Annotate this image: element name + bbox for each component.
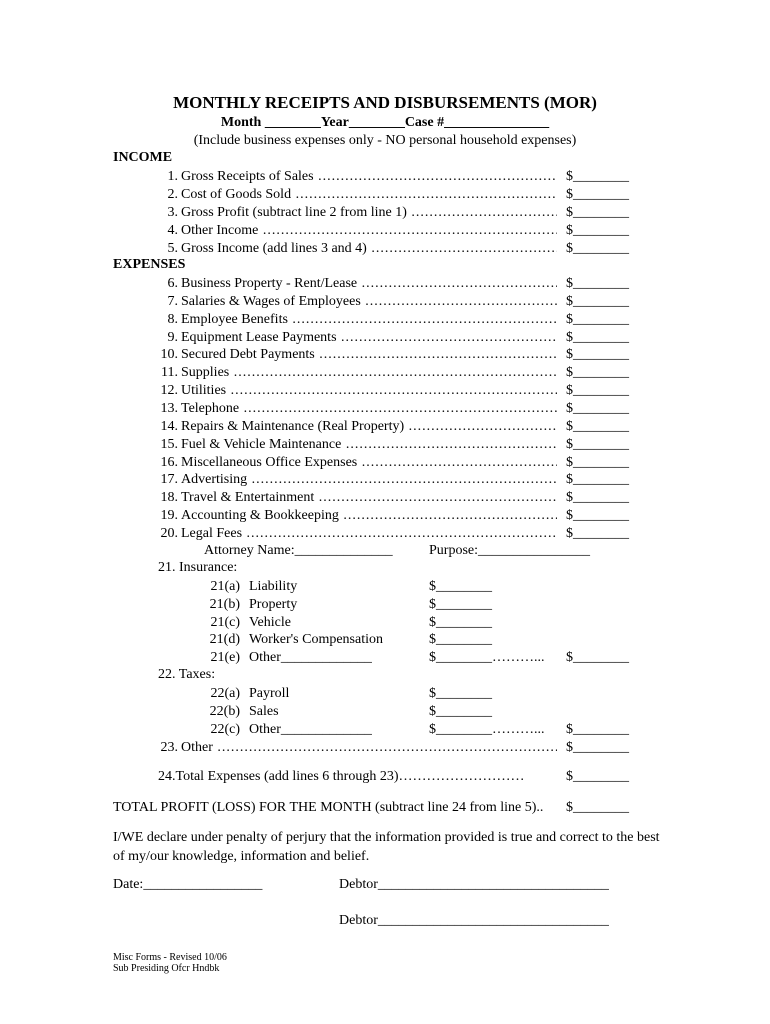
sub-item-label: Sales: [249, 703, 279, 719]
amount-field[interactable]: $________: [566, 276, 629, 291]
line-number: 23.: [160, 740, 178, 755]
line-item-row: [0, 418, 770, 436]
line-number: 19.: [160, 508, 178, 524]
line-item-row: [0, 436, 770, 454]
amount-field[interactable]: $________: [566, 740, 629, 755]
line-label: Equipment Lease Payments .....: [181, 329, 557, 347]
line-item-row: [0, 507, 770, 525]
line-label: Gross Income (add lines 3 and 4) .....: [181, 240, 557, 258]
amount-field[interactable]: $________: [566, 205, 629, 220]
sub-item-number: 22(c): [210, 721, 240, 737]
line-number: 4.: [167, 223, 178, 238]
line-label: Travel & Entertainment .....: [181, 489, 557, 507]
sub-amount-field[interactable]: $________: [429, 596, 492, 612]
amount-field[interactable]: $________: [566, 187, 629, 202]
line-label: Gross Receipts of Sales .....: [181, 168, 557, 186]
amount-field[interactable]: $________: [566, 241, 629, 256]
line-number: 13.: [160, 400, 178, 416]
declaration-text: I/WE declare under penalty of perjury that the information provided is true and correct to the best of my/our knowledge, information and belief.: [113, 830, 660, 864]
debtor-signature-1[interactable]: Debtor_________________________________: [339, 877, 609, 892]
total-profit-label: TOTAL PROFIT (LOSS) FOR THE MONTH (subtract line 24 from line 5)..: [113, 800, 544, 815]
sub-amount-field[interactable]: $________: [429, 614, 492, 630]
sub-item-label: Vehicle: [249, 614, 291, 630]
line-label: Utilities .....: [181, 382, 557, 400]
purpose-field[interactable]: Purpose:________________: [429, 543, 590, 558]
line-label: Advertising .....: [181, 471, 557, 489]
line-label: Telephone .....: [181, 400, 557, 418]
line-item-row: [0, 525, 770, 543]
sub-amount-field[interactable]: $________………...: [429, 721, 545, 737]
line-item-row: [0, 293, 770, 311]
sub-item-label: Property: [249, 596, 298, 612]
amount-field[interactable]: $________: [566, 383, 629, 399]
sub-amount-field[interactable]: $________: [429, 686, 492, 701]
amount-field[interactable]: $________: [566, 508, 629, 524]
sub-item-label: Liability: [249, 579, 298, 594]
line-label: Repairs & Maintenance (Real Property) .....: [181, 418, 557, 436]
line-number: 9.: [167, 329, 178, 345]
sub-amount-field[interactable]: $________: [429, 579, 492, 594]
line-item-row: [0, 489, 770, 507]
sub-amount-field[interactable]: $________: [429, 703, 492, 719]
line-label: Employee Benefits .....: [181, 311, 557, 329]
subtotal-amount-field[interactable]: $________: [566, 721, 629, 737]
sub-item-row: [0, 631, 770, 649]
line-number: 18.: [160, 490, 178, 506]
line-number: 14.: [160, 418, 178, 434]
sub-item-number: 21(e): [210, 650, 240, 666]
line-label: Legal Fees .....: [181, 525, 557, 543]
line-item-row: [0, 346, 770, 364]
income-heading: INCOME: [113, 150, 173, 165]
line-number: 17.: [160, 472, 178, 488]
month-year-case-line[interactable]: Month ________Year________Case #_______________: [220, 115, 550, 130]
line-item-row: [0, 364, 770, 382]
amount-field[interactable]: $________: [566, 418, 629, 434]
amount-field[interactable]: $________: [566, 472, 629, 488]
sub-item-row: [0, 596, 770, 614]
line-number: 10.: [160, 347, 178, 363]
sub-item-number: 22(a): [210, 686, 240, 701]
line-label: Cost of Goods Sold .....: [181, 186, 557, 204]
other-expense-row: [0, 739, 770, 757]
sub-item-row: [0, 685, 770, 703]
sub-item-label: Payroll: [249, 686, 290, 701]
line-number: 7.: [167, 293, 178, 309]
amount-field[interactable]: $________: [566, 400, 629, 416]
sub-item-label: Other_____________: [249, 721, 372, 737]
sub-item-label: Worker's Compensation: [249, 632, 383, 648]
amount-field[interactable]: $________: [566, 293, 629, 309]
sub-item-row: [0, 649, 770, 667]
amount-field[interactable]: $________: [566, 347, 629, 363]
debtor-signature-2[interactable]: Debtor_________________________________: [339, 913, 609, 928]
line-number: 1.: [167, 169, 178, 184]
line-label: Other .....: [181, 739, 557, 757]
line-item-row: [0, 400, 770, 418]
line-item-row: [0, 454, 770, 472]
amount-field[interactable]: $________: [566, 311, 629, 327]
subtotal-amount-field[interactable]: $________: [566, 650, 629, 666]
line-label: Accounting & Bookkeeping .....: [181, 507, 557, 525]
line-number: 6.: [167, 276, 178, 291]
line-item-row: [0, 204, 770, 222]
total-profit-amount[interactable]: $________: [566, 800, 629, 815]
line-item-row: [0, 471, 770, 489]
expenses-heading: EXPENSES: [113, 257, 186, 272]
amount-field[interactable]: $________: [566, 454, 629, 470]
insurance-heading: 21. Insurance:: [158, 560, 238, 575]
line-number: 12.: [160, 383, 178, 399]
amount-field[interactable]: $________: [566, 436, 629, 452]
line-label: Other Income .....: [181, 222, 557, 240]
sub-item-row: [0, 614, 770, 632]
line-number: 2.: [167, 187, 178, 202]
sub-item-number: 21(c): [210, 614, 240, 630]
taxes-heading: 22. Taxes:: [158, 667, 216, 682]
footer-revision: Misc Forms - Revised 10/06: [113, 952, 227, 963]
line-number: 16.: [160, 454, 178, 470]
line-number: 3.: [167, 205, 178, 220]
sub-item-number: 21(a): [210, 579, 240, 594]
sub-amount-field[interactable]: $________………...: [429, 650, 545, 666]
line-label: Salaries & Wages of Employees .....: [181, 293, 557, 311]
line-item-row: [0, 168, 770, 186]
sub-item-label: Other_____________: [249, 650, 372, 666]
amount-field[interactable]: $________: [566, 490, 629, 506]
line-item-row: [0, 311, 770, 329]
line-number: 11.: [161, 365, 178, 381]
attorney-name-field[interactable]: Attorney Name:______________: [204, 543, 393, 558]
form-title: MONTHLY RECEIPTS AND DISBURSEMENTS (MOR): [173, 93, 597, 112]
total-expenses-amount[interactable]: $________: [566, 769, 629, 784]
line-label: Secured Debt Payments .....: [181, 346, 557, 364]
sub-item-row: [0, 578, 770, 596]
line-item-row: [0, 329, 770, 347]
amount-field[interactable]: $________: [566, 365, 629, 381]
line-label: Fuel & Vehicle Maintenance .....: [181, 436, 557, 454]
amount-field[interactable]: $________: [566, 525, 629, 541]
line-item-row: [0, 240, 770, 258]
line-item-row: [0, 382, 770, 400]
sub-item-number: 21(b): [209, 596, 240, 612]
total-expenses-label: 24.Total Expenses (add lines 6 through 23)………………………: [158, 769, 525, 784]
amount-field[interactable]: $________: [566, 329, 629, 345]
line-number: 8.: [167, 311, 178, 327]
footer-handbook: Sub Presiding Ofcr Hndbk: [113, 963, 220, 974]
sub-item-row: [0, 703, 770, 721]
line-number: 5.: [167, 241, 178, 256]
sub-item-number: 21(d): [209, 632, 240, 648]
amount-field[interactable]: $________: [566, 223, 629, 238]
line-number: 15.: [160, 436, 178, 452]
line-item-row: [0, 186, 770, 204]
sub-amount-field[interactable]: $________: [429, 632, 492, 648]
line-label: Gross Profit (subtract line 2 from line 1) .....: [181, 204, 557, 222]
line-label: Miscellaneous Office Expenses .....: [181, 454, 557, 472]
amount-field[interactable]: $________: [566, 169, 629, 184]
sub-item-number: 22(b): [209, 703, 240, 719]
line-item-row: [0, 222, 770, 240]
line-label: Business Property - Rent/Lease .....: [181, 275, 557, 293]
line-label: Supplies .....: [181, 364, 557, 382]
instruction-text: (Include business expenses only - NO personal household expenses): [193, 133, 577, 148]
sub-item-row: [0, 721, 770, 739]
line-number: 20.: [160, 525, 178, 541]
date-field[interactable]: Date:_________________: [113, 877, 263, 892]
line-item-row: [0, 275, 770, 293]
